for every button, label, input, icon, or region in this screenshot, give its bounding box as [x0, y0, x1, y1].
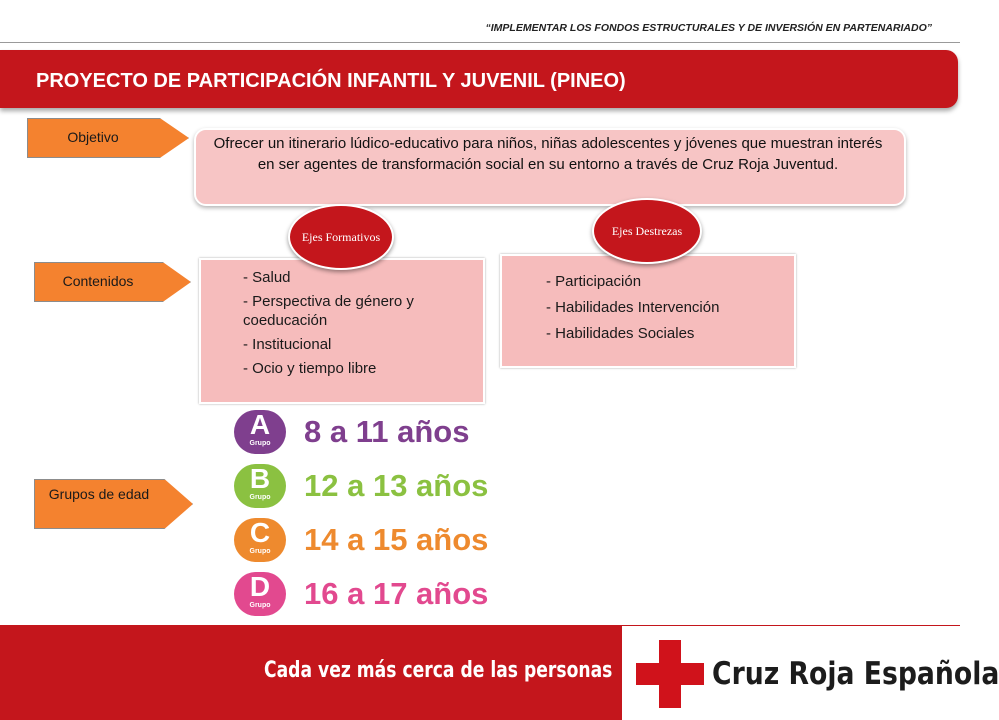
- footer-slogan: Cada vez más cerca de las personas: [264, 658, 613, 683]
- ejes-destrezas-bubble: [592, 198, 702, 264]
- red-cross-icon: [636, 640, 704, 708]
- logo-text: Cruz Roja Española: [712, 656, 999, 692]
- objetivo-label: Objetivo: [67, 129, 119, 145]
- grupos-label: Grupos de edad: [48, 486, 150, 502]
- contenidos-label: Contenidos: [62, 273, 134, 289]
- header-subtitle: “IMPLEMENTAR LOS FONDOS ESTRUCTURALES Y DE INVERSIÓN EN PARTENARIADO”: [485, 22, 932, 34]
- badge-word: Grupo: [249, 548, 271, 555]
- list-item: - Habilidades Sociales: [546, 325, 695, 342]
- grupo-b-badge: [234, 464, 286, 508]
- list-item: - Ocio y tiempo libre: [243, 360, 377, 377]
- destrezas-list: [546, 272, 719, 350]
- objetivo-text: Ofrecer un itinerario lúdico-educativo para niños, niñas adolescentes y jóvenes que muestran interés en ser agentes de transformación social en su entorno a través de Cruz Roja Juventud.: [213, 135, 883, 173]
- badge-word: Grupo: [249, 440, 271, 447]
- grupo-c-badge: [234, 518, 286, 562]
- badge-word: Grupo: [249, 494, 271, 501]
- header-divider: [0, 42, 960, 43]
- list-item: - Institucional: [243, 336, 332, 353]
- grupo-b-ages: 12 a 13 años: [304, 468, 489, 503]
- ejes-formativos-bubble: [288, 204, 394, 270]
- badge-letter: B: [249, 463, 271, 494]
- badge-letter: D: [249, 571, 271, 602]
- list-item: - Perspectiva de género y coeducación: [243, 293, 414, 329]
- formativos-list: [243, 268, 473, 383]
- list-item: - Habilidades Intervención: [546, 299, 720, 316]
- grupo-a-ages: 8 a 11 años: [304, 414, 470, 449]
- page-title: PROYECTO DE PARTICIPACIÓN INFANTIL Y JUVENIL (PINEO): [36, 70, 626, 92]
- grupo-a-badge: [234, 410, 286, 454]
- list-item: - Salud: [243, 269, 291, 286]
- ejes-formativos-label: Ejes Formativos: [301, 230, 381, 244]
- grupo-c-ages: 14 a 15 años: [304, 522, 489, 557]
- list-item: - Participación: [546, 273, 642, 290]
- badge-word: Grupo: [249, 602, 271, 609]
- grupo-d-badge: [234, 572, 286, 616]
- grupo-d-ages: 16 a 17 años: [304, 576, 489, 611]
- badge-letter: A: [249, 409, 271, 440]
- ejes-destrezas-label: Ejes Destrezas: [611, 224, 683, 238]
- badge-letter: C: [249, 517, 271, 548]
